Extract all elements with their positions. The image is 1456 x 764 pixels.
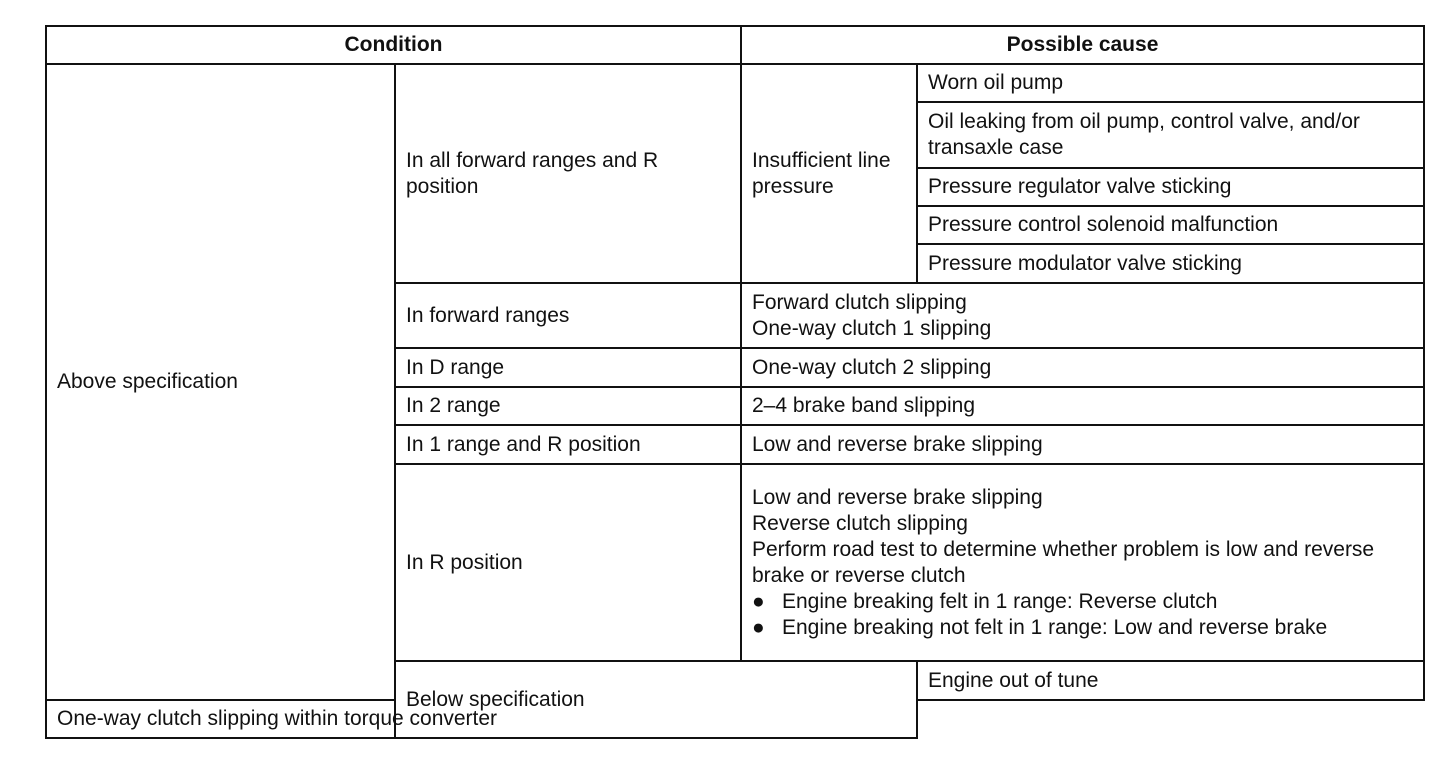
cause-r-position: [741, 464, 1424, 661]
cause-line: Low and reverse brake slipping: [752, 485, 1043, 509]
sub-cause: Pressure control solenoid malfunction: [917, 206, 1424, 244]
bullet-text: Engine breaking felt in 1 range: Reverse clutch: [782, 589, 1218, 613]
sub-cause: Worn oil pump: [917, 64, 1424, 102]
bullet-dot: ●: [752, 615, 765, 639]
cause-forward-ranges: [741, 283, 1424, 348]
condition-above-specification: Above specification: [46, 64, 395, 700]
bullet-text: Engine breaking not felt in 1 range: Low and reverse brake: [782, 615, 1328, 639]
cause-2-range: 2–4 brake band slipping: [741, 387, 1424, 425]
bullet-dot: ●: [752, 589, 765, 613]
bullet-item: [752, 615, 1413, 641]
cause-line: Reverse clutch slipping: [752, 511, 968, 535]
cause-one-way-clutch-torque-converter: One-way clutch slipping within torque converter: [46, 700, 741, 738]
condition-1-range-r-position: In 1 range and R position: [395, 425, 741, 464]
cause-line: Perform road test to determine whether problem is low and reverse brake or reverse clutch: [752, 537, 1375, 587]
cause-d-range: One-way clutch 2 slipping: [741, 348, 1424, 387]
condition-r-position: In R position: [395, 464, 741, 661]
condition-all-forward-ranges: In all forward ranges and R position: [395, 64, 741, 283]
header-row: [46, 26, 1424, 64]
diagnosis-table: [45, 25, 1425, 739]
condition-2-range: In 2 range: [395, 387, 741, 425]
sub-cause: Pressure regulator valve sticking: [917, 168, 1424, 206]
cause-insufficient-line-pressure: Insufficient line pressure: [741, 64, 917, 283]
header-possible-cause: Possible cause: [741, 26, 1424, 64]
condition-d-range: In D range: [395, 348, 741, 387]
condition-below-specification: Below specification: [395, 661, 917, 738]
header-condition: Condition: [46, 26, 741, 64]
condition-forward-ranges: In forward ranges: [395, 283, 741, 348]
cause-1-range-r-position: Low and reverse brake slipping: [741, 425, 1424, 464]
sub-cause: Oil leaking from oil pump, control valve, and/or transaxle case: [917, 102, 1424, 168]
table-row: [46, 700, 1424, 738]
sub-cause: Pressure modulator valve sticking: [917, 244, 1424, 283]
table-row: [46, 64, 1424, 102]
cause-line: One-way clutch 1 slipping: [752, 316, 992, 340]
cause-engine-out-of-tune: Engine out of tune: [917, 661, 1424, 700]
cause-line: Forward clutch slipping: [752, 290, 967, 314]
bullet-item: [752, 589, 1413, 615]
